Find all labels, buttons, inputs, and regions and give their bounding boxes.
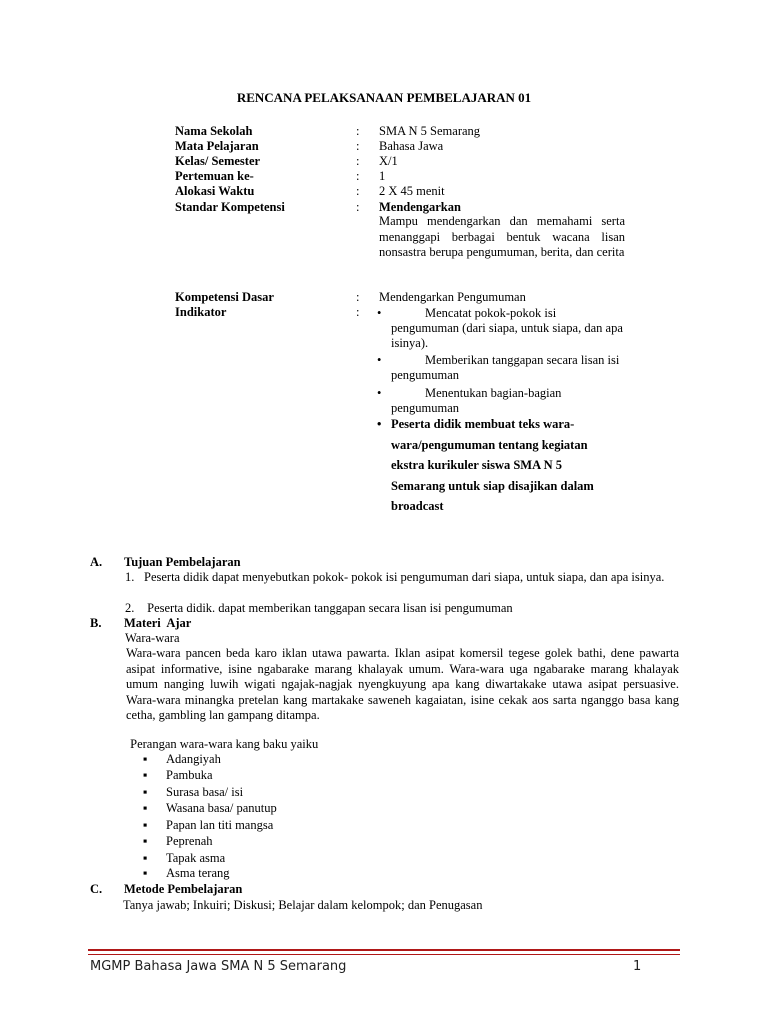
- section-a-letter: A.: [90, 555, 103, 569]
- bullet-icon: •: [377, 417, 382, 431]
- square-bullet-icon: ▪: [143, 818, 148, 832]
- metode-text: Tanya jawab; Inkuiri; Diskusi; Belajar dalam kelompok; dan Penugasan: [123, 898, 483, 912]
- meta-colon: :: [356, 139, 360, 153]
- indikator-bold-item: [377, 414, 627, 517]
- square-bullet-icon: ▪: [143, 851, 148, 865]
- materi-list-item: Pambuka: [166, 768, 213, 782]
- section-c-title: Metode Pembelajaran: [124, 882, 243, 896]
- bold-line: broadcast: [391, 499, 444, 513]
- tujuan-num-1: 1.: [125, 570, 135, 584]
- materi-paragraph: Wara-wara pancen beda karo iklan utawa pawarta. Iklan asipat komersil tegese golek bathi, dene pawarta asipat informative, isine ngabarake marang khalayak umum. Wara-wara uga ngabarake marang khalayak umum nanging luwih wigati ngajak-nagjak nyengkuyung apa kang diwartakake utawa asipat persuasive. Wara-wara minangka pretelan kang martakake saweneh kagaiatan, isine cekak aos sarta nganggo basa kang cetha, gambling lan gampang ditampa.: [126, 646, 679, 722]
- meta-value-time: 2 X 45 menit: [379, 184, 445, 198]
- tujuan-num-2: 2.: [125, 601, 135, 615]
- materi-subtitle: Wara-wara: [125, 631, 180, 645]
- materi-list-item: Peprenah: [166, 834, 213, 848]
- section-b-letter: B.: [90, 616, 102, 630]
- indikator-text: Mencatat pokok-pokok isi pengumuman (dari siapa, untuk siapa, dan apa isinya).: [391, 306, 623, 350]
- bold-line: ekstra kurikuler siswa SMA N 5: [391, 458, 562, 472]
- materi-list-item: Tapak asma: [166, 851, 226, 865]
- square-bullet-icon: ▪: [143, 834, 148, 848]
- square-bullet-icon: ▪: [143, 866, 148, 880]
- bullet-icon: •: [377, 306, 382, 320]
- tujuan-text-2: Peserta didik. dapat memberikan tanggapan secara lisan isi pengumuman: [144, 601, 513, 615]
- indikator-text: Menentukan bagian-bagian pengumuman: [391, 386, 562, 415]
- meta-value-subject: Bahasa Jawa: [379, 139, 444, 153]
- tujuan-text-1: Peserta didik dapat menyebutkan pokok- pokok isi pengumuman dari siapa, untuk siapa, dan apa isinya.: [144, 570, 665, 584]
- materi-list-intro: Perangan wara-wara kang baku yaiku: [127, 737, 319, 751]
- document-title: RENCANA PELAKSANAAN PEMBELAJARAN 01: [236, 90, 532, 105]
- meta-label-time: Alokasi Waktu: [175, 184, 255, 198]
- footer-rule-thin: [88, 954, 680, 955]
- indikator-label: Indikator: [175, 305, 227, 319]
- footer-rule-thick: [88, 949, 680, 951]
- meta-label-subject: Mata Pelajaran: [175, 139, 259, 153]
- indikator-text: Memberikan tanggapan secara lisan isi pengumuman: [391, 353, 620, 382]
- kd-value: Mendengarkan Pengumuman: [379, 290, 526, 304]
- bold-line: wara/pengumuman tentang kegiatan: [391, 437, 588, 452]
- indikator-item: [377, 386, 625, 416]
- bullet-icon: •: [377, 353, 382, 367]
- meta-colon: :: [356, 184, 360, 198]
- meta-value-school: SMA N 5 Semarang: [379, 124, 481, 138]
- kd-label: Kompetensi Dasar: [175, 290, 274, 304]
- section-a-title: Tujuan Pembelajaran: [124, 555, 241, 569]
- meta-value-sk: Mendengarkan: [379, 200, 461, 214]
- meta-colon: :: [356, 169, 360, 183]
- materi-list-item: Papan lan titi mangsa: [166, 818, 274, 832]
- footer-text: MGMP Bahasa Jawa SMA N 5 Semarang: [90, 959, 347, 974]
- indikator-item: [377, 306, 625, 351]
- meta-label-school: Nama Sekolah: [175, 124, 253, 138]
- materi-list-item: Wasana basa/ panutup: [166, 801, 277, 815]
- square-bullet-icon: ▪: [143, 768, 148, 782]
- meta-value-class: X/1: [379, 154, 398, 168]
- section-c-letter: C.: [90, 882, 103, 896]
- bold-line: Semarang untuk siap disajikan dalam: [391, 478, 594, 493]
- meta-label-meeting: Pertemuan ke-: [175, 169, 254, 183]
- square-bullet-icon: ▪: [143, 752, 148, 766]
- bullet-icon: •: [377, 386, 382, 400]
- meta-label-sk: Standar Kompetensi: [175, 200, 285, 214]
- indikator-colon: :: [356, 305, 360, 319]
- square-bullet-icon: ▪: [143, 785, 148, 799]
- meta-label-class: Kelas/ Semester: [175, 154, 261, 168]
- page-number: 1: [633, 959, 642, 974]
- sk-description: Mampu mendengarkan dan memahami serta menanggapi berbagai bentuk wacana lisan nonsastra berupa pengumuman, berita, dan cerita: [379, 214, 625, 259]
- meta-value-meeting: 1: [379, 169, 386, 183]
- materi-list-item: Asma terang: [166, 866, 230, 880]
- bold-line: Peserta didik membuat teks wara-: [391, 417, 575, 431]
- kd-colon: :: [356, 290, 360, 304]
- meta-colon: :: [356, 154, 360, 168]
- indikator-item: [377, 353, 625, 383]
- materi-list-item: Adangiyah: [166, 752, 221, 766]
- square-bullet-icon: ▪: [143, 801, 148, 815]
- meta-colon: :: [356, 200, 360, 214]
- meta-colon: :: [356, 124, 360, 138]
- section-b-title: Materi Ajar: [124, 616, 192, 630]
- materi-list-item: Surasa basa/ isi: [166, 785, 244, 799]
